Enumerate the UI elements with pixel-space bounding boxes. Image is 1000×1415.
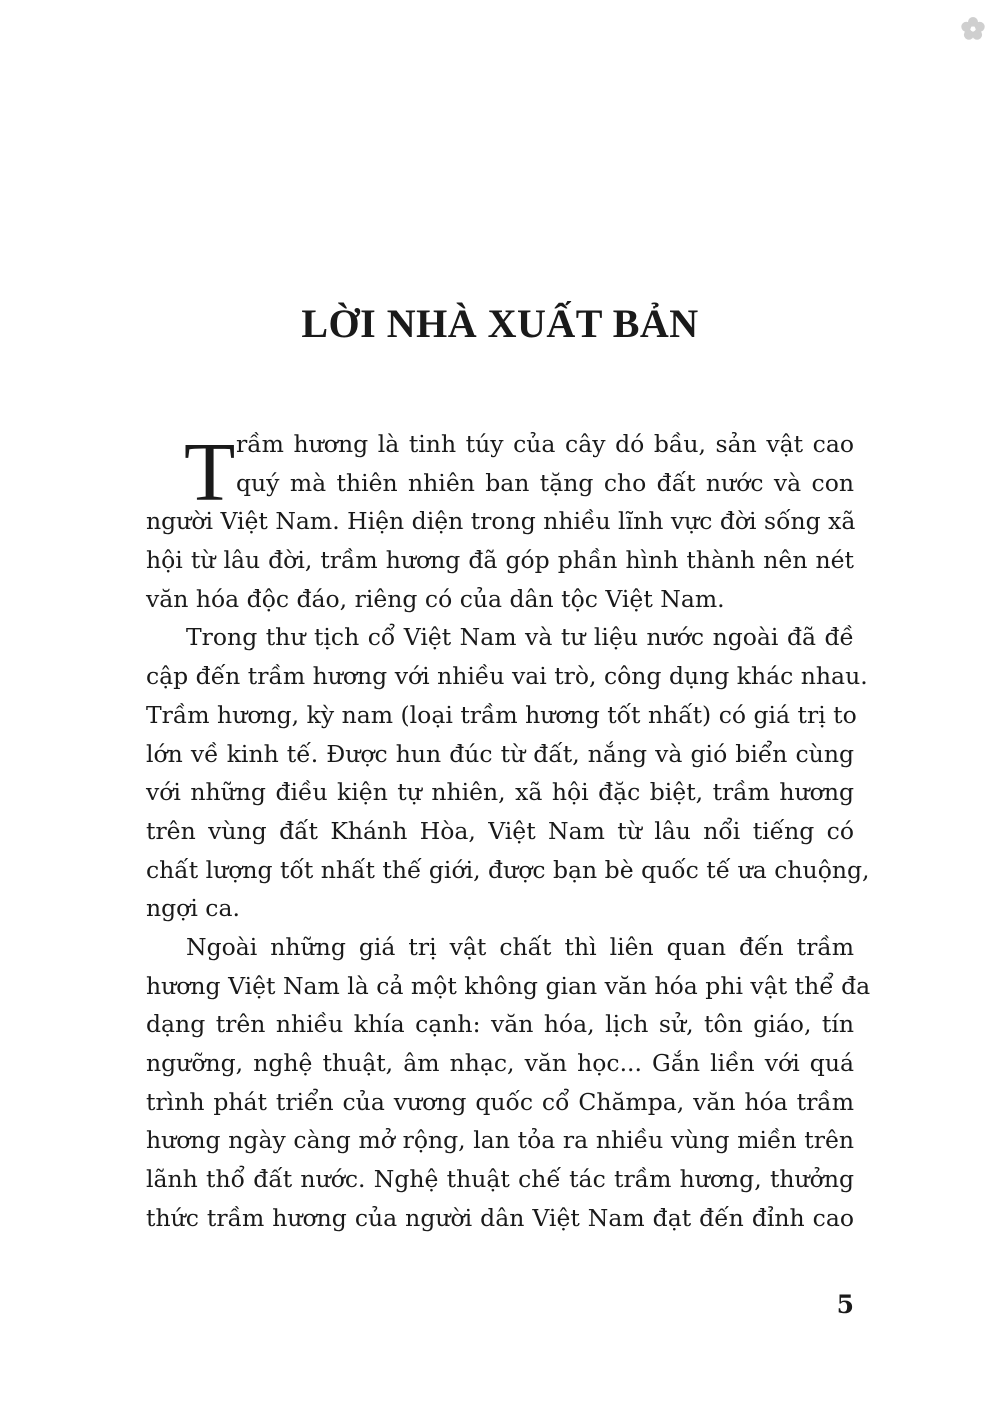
text-line: chất lượng tốt nhất thế giới, được bạn bè quốc tế ưa chuộng, <box>146 855 870 884</box>
text-line: lãnh thổ đất nước. Nghệ thuật chế tác trầm hương, thưởng <box>146 1165 854 1194</box>
text-line: trên vùng đất Khánh Hòa, Việt Nam từ lâu nổi tiếng có <box>146 816 854 845</box>
text-line: thức trầm hương của người dân Việt Nam đạt đến đỉnh cao <box>146 1203 854 1232</box>
text-line: lớn về kinh tế. Được hun đúc từ đất, nắng và gió biển cùng <box>146 739 854 768</box>
drop-cap: T <box>184 426 236 519</box>
text-line: hội từ lâu đời, trầm hương đã góp phần hình thành nên nét <box>146 546 854 575</box>
text-line: cập đến trầm hương với nhiều vai trò, công dụng khác nhau. <box>146 662 868 691</box>
paragraph-3 <box>146 928 871 1238</box>
text-line: rầm hương là tinh túy của cây dó bầu, sản vật cao <box>236 430 854 458</box>
paragraph-1 <box>146 425 854 618</box>
text-line: người Việt Nam. Hiện diện trong nhiều lĩnh vực đời sống xã <box>146 507 856 536</box>
text-line: văn hóa độc đáo, riêng có của dân tộc Việt Nam. <box>146 584 725 613</box>
text-line: hương Việt Nam là cả một không gian văn hóa phi vật thể đa <box>146 971 871 1000</box>
page-number: 5 <box>836 1290 854 1319</box>
text-line: với những điều kiện tự nhiên, xã hội đặc biệt, trầm hương <box>146 778 854 807</box>
body-text <box>146 425 871 1237</box>
page-title: LỜI NHÀ XUẤT BẢN <box>301 301 699 346</box>
paragraph-2 <box>146 618 870 928</box>
text-line: Trong thư tịch cổ Việt Nam và tư liệu nước ngoài đã đề <box>186 623 854 652</box>
text-line: Trầm hương, kỳ nam (loại trầm hương tốt nhất) có giá trị to <box>146 700 857 729</box>
text-line: ngợi ca. <box>146 894 240 923</box>
text-line: hương ngày càng mở rộng, lan tỏa ra nhiều vùng miền trên <box>146 1126 854 1155</box>
flower-ornament-icon <box>958 14 988 44</box>
text-line: ngưỡng, nghệ thuật, âm nhạc, văn học... Gắn liền với quá <box>146 1049 854 1077</box>
text-line: quý mà thiên nhiên ban tặng cho đất nước và con <box>236 468 854 497</box>
text-line: Ngoài những giá trị vật chất thì liên quan đến trầm <box>186 932 854 961</box>
text-line: dạng trên nhiều khía cạnh: văn hóa, lịch sử, tôn giáo, tín <box>146 1010 854 1039</box>
text-line: trình phát triển của vương quốc cổ Chămpa, văn hóa trầm <box>146 1087 854 1116</box>
